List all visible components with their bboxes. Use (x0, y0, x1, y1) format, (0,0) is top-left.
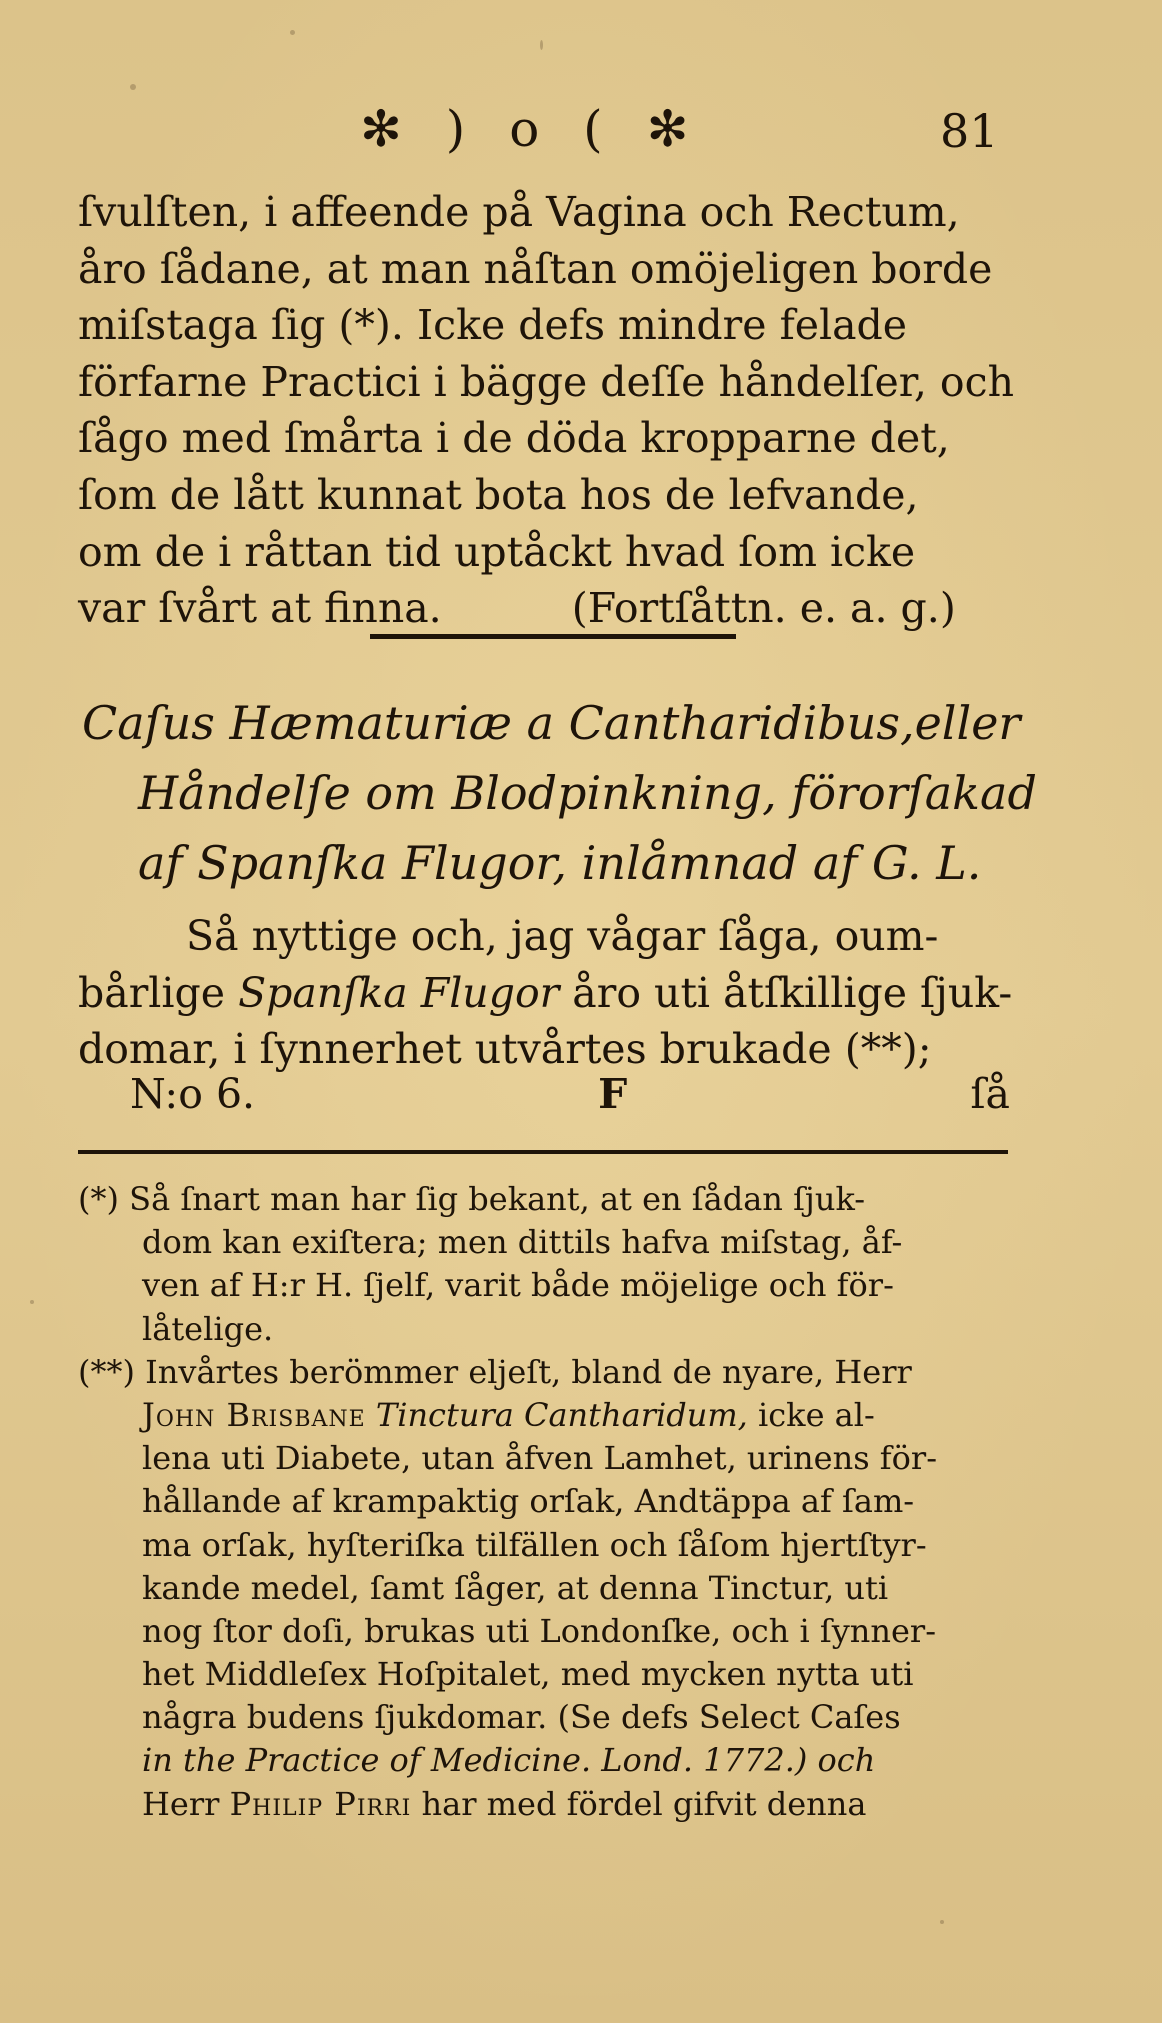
text-line: ſom de lått kunnat bota hos de lefvande, (78, 470, 919, 519)
footnote-line: in the Practice of Medicine. Lond. 1772.) och (142, 1741, 876, 1780)
article-paragraph: Så nyttige och, jag vågar ſåga, oum- bårlige Spanſka Flugor åro uti åtſkillige ſjuk- domar, i ſynnerhet utvårtes brukade (**); (78, 912, 1013, 1074)
page-number: 81 (940, 104, 999, 158)
section-divider (370, 634, 736, 639)
footnote-line: ma orſak, hyſteriſka tilfällen och ſåſom hjertſtyr- (142, 1525, 927, 1564)
footnote-line: het Middleſex Hoſpitalet, med mycken nytta uti (142, 1655, 914, 1694)
footnote-line: (*) Så ſnart man har ſig bekant, at en ſådan ſjuk- (78, 1180, 866, 1218)
header-ornament: ✻ ) o ( ✻ (360, 100, 703, 158)
footnote-line: nog ſtor doſi, brukas uti Londonſke, och i ſynner- (142, 1611, 937, 1650)
text-line: miſstaga ſig (*). Icke defs mindre felade (78, 301, 908, 350)
footnote-line: Herr Philip Pirri har med fördel gifvit denna (142, 1784, 867, 1823)
text-line: var ſvårt at finna. (Fortſåttn. e. a. g.) (78, 580, 1008, 637)
continued-text (78, 184, 1014, 637)
footnote-line: låtelige. (142, 1309, 274, 1348)
text-line: ſvulſten, i affeende på Vagina och Rectum, (78, 188, 960, 236)
footnote-line: John Brisbane Tinctura Cantharidum, icke al- (142, 1395, 875, 1434)
signature-letter: F (598, 1070, 628, 1118)
text-line: om de i råttan tid uptåckt hvad ſom icke (78, 527, 916, 576)
footnotes (78, 1178, 1008, 1826)
footnote-divider (78, 1150, 1008, 1154)
footnote-line: (**) Invårtes berömmer eljeſt, bland de nyare, Herr (78, 1352, 912, 1391)
footnote-line: lena uti Diabete, utan åfven Lamhet, urinens för- (142, 1439, 938, 1478)
article-title: Caſus Hæmaturiæ a Cantharidibus, eller Håndelſe om Blodpinkning, förorſakad af Spanſka Flugor, inlåmnad af G. L. (82, 696, 1037, 890)
signature-number: N:o 6. (130, 1070, 256, 1118)
catchword: ſå (970, 1070, 1010, 1118)
signature-line (130, 1070, 1010, 1118)
footnote-line: hållande af krampaktig orſak, Andtäppa af ſam- (142, 1482, 915, 1521)
running-header (0, 100, 1162, 170)
text-line: förfarne Practici i bägge deſſe håndelſer, och (78, 357, 1014, 406)
continuation-note: (Fortſåttn. e. a. g.) (571, 584, 956, 633)
footnote-line: kande medel, ſamt ſåger, at denna Tinctur, uti (142, 1568, 889, 1607)
footnote-line: dom kan exiſtera; men dittils hafva miſstag, åf- (142, 1223, 903, 1262)
footnote-line: några budens ſjukdomar. (Se defs Select Caſes (142, 1698, 901, 1737)
text-line: ſågo med ſmårta i de döda kropparne det, (78, 414, 950, 463)
text-line: åro ſådane, at man nåſtan omöjeligen borde (78, 244, 993, 293)
footnote-line: ven af H:r H. ſjelf, varit både möjelige och för- (142, 1266, 894, 1305)
